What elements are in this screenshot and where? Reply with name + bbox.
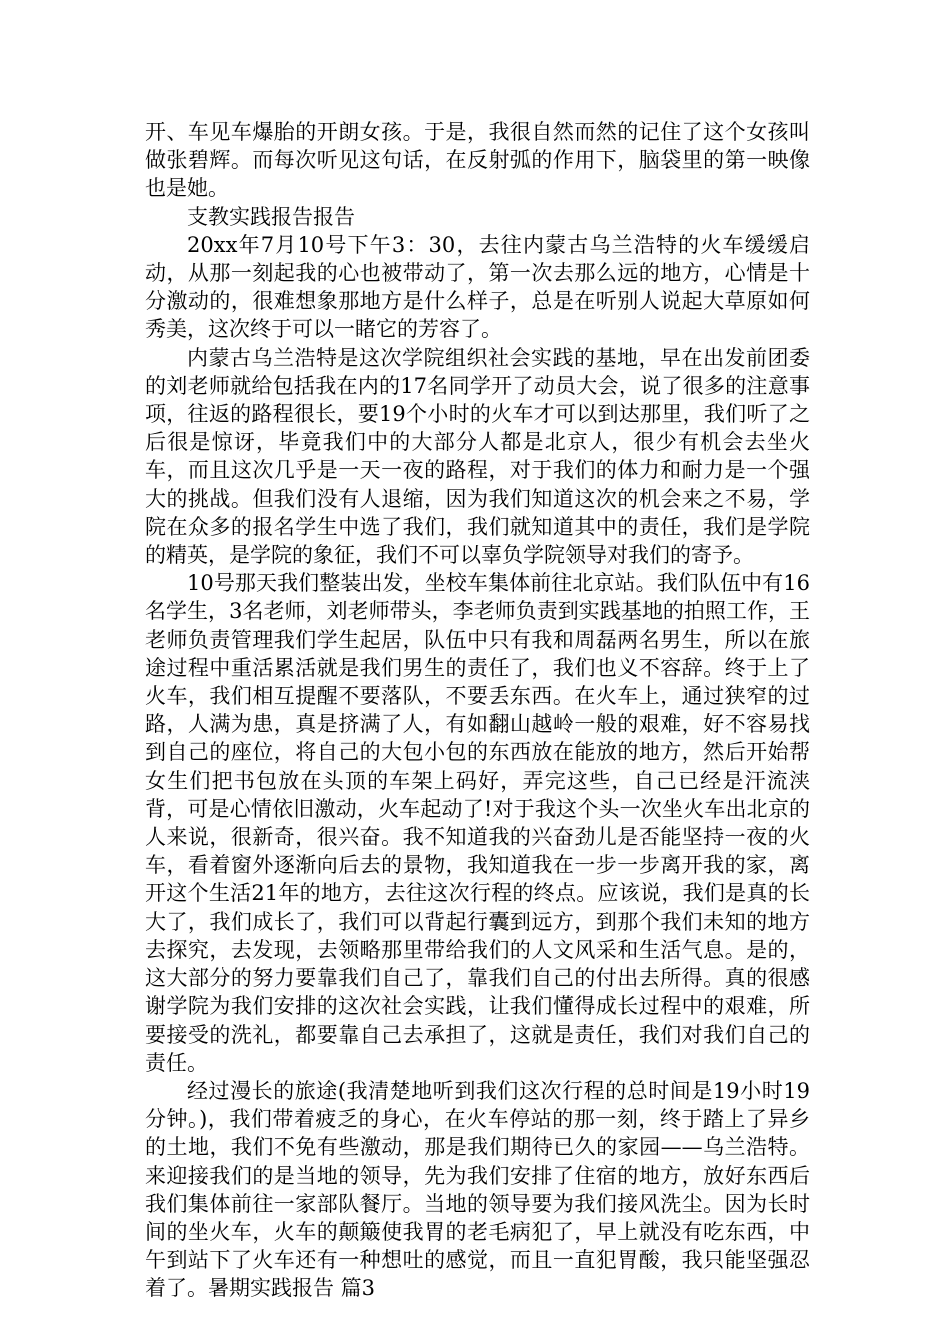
section-title: 支教实践报告报告 [187, 204, 355, 229]
paragraph-base-introduction: 内蒙古乌兰浩特是这次学院组织社会实践的基地，早在出发前团委的刘老师就给包括我在内的17名同学开了动员大会，说了很多的注意事项，往返的路程很长，要19个小时的火车才可以到达那里，我们听了之后很是惊讶，毕竟我们中的大部分人都是北京人，很少有机会去坐火车，而且这次几乎是一天一夜的路程，对于我们的体力和耐力是一个强大的挑战。但我们没有人退缩，因为我们知道这次的机会来之不易，学院在众多的报名学生中选了我们，我们就知道其中的责任，我们是学院的精英，是学院的象征，我们不可以辜负学院领导对我们的寄予。 [145, 345, 810, 568]
continuation-paragraph: 开、车见车爆胎的开朗女孩。于是，我很自然而然的记住了这个女孩叫做张碧辉。而每次听见这句话，在反射弧的作用下，脑袋里的第一映像也是她。 [145, 120, 810, 201]
paragraph-train-journey: 10号那天我们整装出发，坐校车集体前往北京站。我们队伍中有16名学生，3名老师，刘老师带头，李老师负责到实践基地的拍照工作，王老师负责管理我们学生起居，队伍中只有我和周磊两名男生，所以在旅途过程中重活累活就是我们男生的责任了，我们也义不容辞。终于上了火车，我们相互提醒不要落队，不要丢东西。在火车上，通过狭窄的过路，人满为患，真是挤满了人，有如翻山越岭一般的艰难，好不容易找到自己的座位，将自己的大包小包的东西放在能放的地方，然后开始帮女生们把书包放在头顶的车架上码好，弄完这些，自己已经是汗流浃背，可是心情依旧激动，火车起动了!对于我这个头一次坐火车出北京的人来说，很新奇，很兴奋。我不知道我的兴奋劲儿是否能坚持一夜的火车，看着窗外逐渐向后去的景物，我知道我在一步一步离开我的家，离开这个生活21年的地方，去往这次行程的终点。应该说，我们是真的长大了，我们成长了，我们可以背起行囊到远方，到那个我们未知的地方去探究，去发现，去领略那里带给我们的人文风采和生活气息。是的，这大部分的努力要靠我们自己了，靠我们自己的付出去所得。真的很感谢学院为我们安排的这次社会实践，让我们懂得成长过程中的艰难，所要接受的洗礼，都要靠自己去承担了，这就是责任，我们对我们自己的责任。 [145, 571, 810, 1075]
paragraph-departure: 20xx年7月10号下午3：30，去往内蒙古乌兰浩特的火车缓缓启动，从那一刻起我的心也被带动了，第一次去那么远的地方，心情是十分激动的，很难想象那地方是什么样子，总是在听别人说起大草原如何秀美，这次终于可以一睹它的芳容了。 [145, 232, 810, 342]
body-text [145, 118, 810, 1303]
paragraph-arrival: 经过漫长的旅途(我清楚地听到我们这次行程的总时间是19小时19分钟。)，我们带着疲乏的身心，在火车停站的那一刻，终于踏上了异乡的土地，我们不免有些激动，那是我们期待已久的家园——乌兰浩特。来迎接我们的是当地的领导，先为我们安排了住宿的地方，放好东西后我们集体前往一家部队餐厅。当地的领导要为我们接风洗尘。因为长时间的坐火车，火车的颠簸使我胃的老毛病犯了，早上就没有吃东西，中午到站下了火车还有一种想吐的感觉，而且一直犯胃酸，我只能坚强忍着了。暑期实践报告 篇3 [145, 1078, 810, 1301]
